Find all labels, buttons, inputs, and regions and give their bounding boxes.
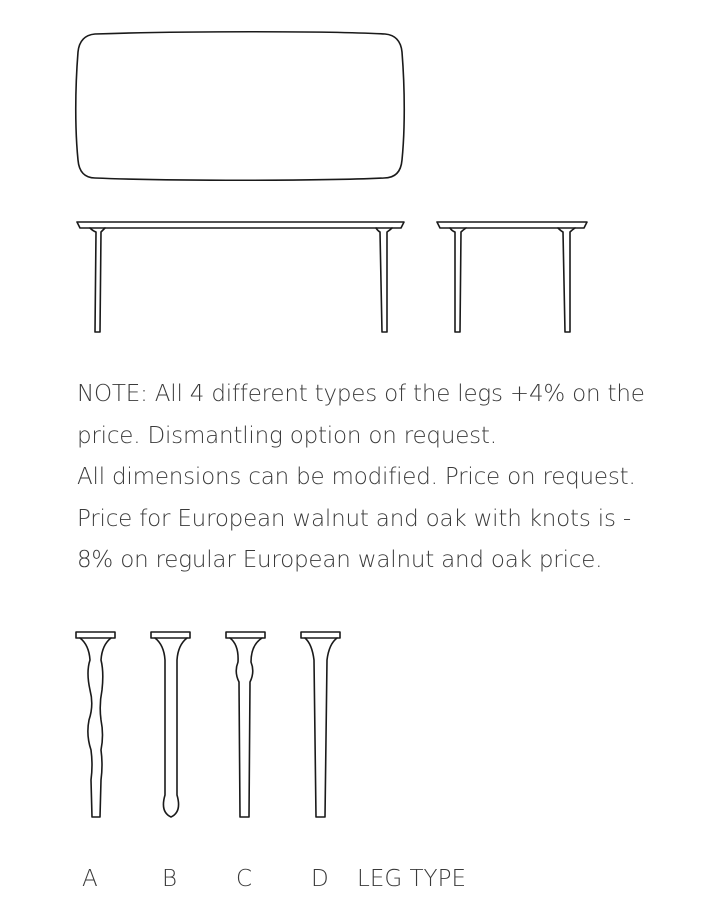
leg-a-drawing bbox=[76, 632, 115, 817]
leg-type-caption: LEG TYPE bbox=[357, 866, 466, 892]
leg-b-drawing bbox=[151, 632, 190, 817]
pricing-note bbox=[77, 374, 677, 582]
leg-label-a: A bbox=[82, 866, 98, 892]
table-top-view bbox=[76, 32, 405, 181]
note-line-4: Price for European walnut and oak with knots is - bbox=[77, 505, 631, 532]
table-short-side-view bbox=[437, 222, 587, 332]
note-line-2: price. Dismantling option on request. bbox=[77, 422, 497, 449]
table-long-side-view bbox=[77, 222, 404, 332]
leg-label-c: C bbox=[236, 866, 253, 892]
leg-c-drawing bbox=[226, 632, 265, 817]
note-line-5: 8% on regular European walnut and oak price. bbox=[77, 547, 603, 573]
note-line-3: All dimensions can be modified. Price on request. bbox=[77, 464, 636, 490]
leg-label-b: B bbox=[162, 866, 178, 892]
note-line-1: NOTE: All 4 different types of the legs +4% on the bbox=[77, 381, 645, 407]
leg-d-drawing bbox=[301, 632, 340, 817]
leg-label-d: D bbox=[311, 866, 329, 892]
